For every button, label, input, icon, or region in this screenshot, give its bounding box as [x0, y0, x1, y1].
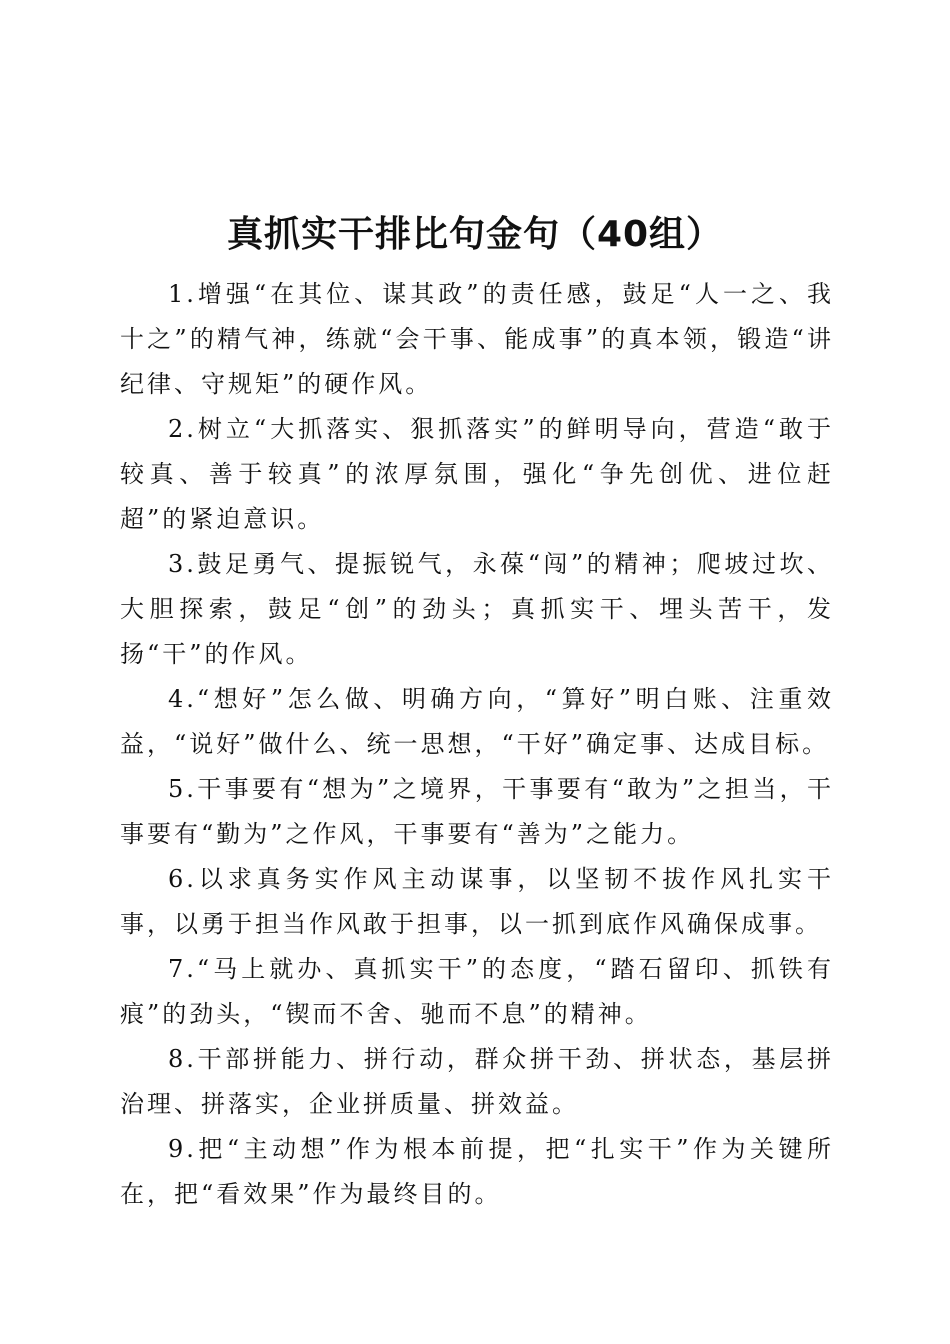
- paragraph-2: 2.树立“大抓落实、狠抓落实”的鲜明导向，营造“敢于较真、善于较真”的浓厚氛围，强化“争先创优、进位赶超”的紧迫意识。: [120, 415, 834, 533]
- paragraph-3: 3.鼓足勇气、提振锐气，永葆“闯”的精神；爬坡过坎、大胆探索，鼓足“创”的劲头；真抓实干、埋头苦干，发扬“干”的作风。: [120, 550, 834, 668]
- document-body: [120, 272, 834, 1217]
- document-title: 真抓实干排比句金句（40组）: [226, 214, 724, 255]
- paragraph-9: 9.把“主动想”作为根本前提，把“扎实干”作为关键所在，把“看效果”作为最终目的。: [120, 1135, 834, 1208]
- paragraph-5: 5.干事要有“想为”之境界，干事要有“敢为”之担当，干事要有“勤为”之作风，干事要有“善为”之能力。: [120, 775, 834, 848]
- paragraph-4: 4.“想好”怎么做、明确方向，“算好”明白账、注重效益，“说好”做什么、统一思想，“干好”确定事、达成目标。: [120, 685, 834, 758]
- paragraph-8: 8.干部拼能力、拼行动，群众拼干劲、拼状态，基层拼治理、拼落实，企业拼质量、拼效益。: [120, 1045, 834, 1118]
- paragraph-7: 7.“马上就办、真抓实干”的态度，“踏石留印、抓铁有痕”的劲头，“锲而不舍、驰而不息”的精神。: [120, 955, 834, 1028]
- paragraph-6: 6.以求真务实作风主动谋事，以坚韧不拔作风扎实干事，以勇于担当作风敢于担事，以一抓到底作风确保成事。: [120, 865, 834, 938]
- paragraph-1: 1.增强“在其位、谋其政”的责任感，鼓足“人一之、我十之”的精气神，练就“会干事、能成事”的真本领，锻造“讲纪律、守规矩”的硬作风。: [120, 280, 834, 398]
